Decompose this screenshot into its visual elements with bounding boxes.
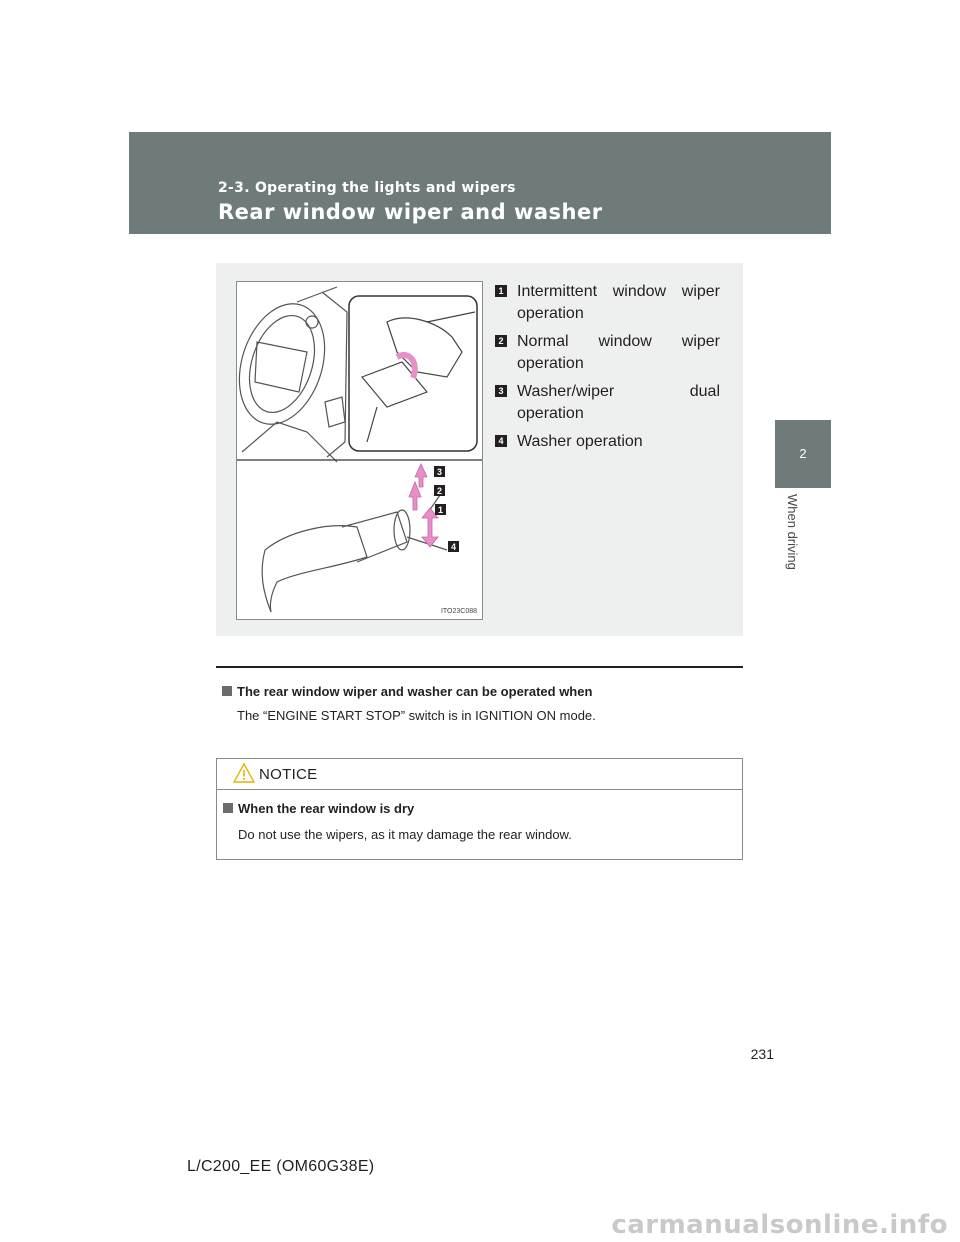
- chapter-label: When driving: [785, 494, 800, 570]
- legend-item: [495, 331, 720, 375]
- legend-text: Washer/wiper dual operation: [517, 383, 720, 422]
- page-number: 231: [750, 1046, 774, 1062]
- note-body: The “ENGINE START STOP” switch is in IGNITION ON mode.: [237, 708, 596, 723]
- callout-1: 1: [437, 505, 444, 515]
- note-heading-text: The rear window wiper and washer can be operated when: [237, 684, 593, 699]
- legend-item: [495, 381, 720, 425]
- notice-box: [216, 758, 743, 860]
- notice-heading: [223, 801, 414, 816]
- legend-item: [495, 431, 720, 453]
- illustration-panel: [216, 263, 743, 636]
- warning-triangle-icon: [233, 763, 255, 783]
- notice-heading-text: When the rear window is dry: [238, 801, 415, 816]
- callout-3: 3: [436, 467, 443, 477]
- square-bullet-icon: [222, 686, 232, 696]
- legend-item: [495, 281, 720, 325]
- callout-2: 2: [436, 486, 443, 496]
- figure-code: ITO23C088: [440, 608, 477, 615]
- chapter-tab[interactable]: [775, 420, 831, 488]
- page-title: Rear window wiper and washer: [218, 200, 603, 224]
- wiper-lever-illustration: [237, 282, 482, 619]
- square-bullet-icon: [223, 803, 233, 813]
- section-label: 2-3. Operating the lights and wipers: [218, 180, 516, 196]
- callout-4: 4: [450, 542, 457, 552]
- page-header: [129, 132, 831, 234]
- chapter-number: 2: [799, 446, 807, 461]
- legend-text: Intermittent window wiper operation: [517, 283, 720, 322]
- operation-note: [222, 684, 742, 723]
- legend-text: Normal window wiper operation: [517, 333, 720, 372]
- watermark-bar: [0, 1206, 960, 1242]
- note-heading: [222, 684, 742, 699]
- number-badge-icon: 2: [495, 335, 507, 347]
- watermark-text[interactable]: carmanualsonline.info: [611, 1210, 948, 1240]
- number-badge-icon: 1: [495, 285, 507, 297]
- footer-code: L/C200_EE (OM60G38E): [187, 1158, 375, 1175]
- legend-text: Washer operation: [517, 433, 643, 450]
- notice-header: [217, 759, 742, 790]
- section-divider: [216, 666, 743, 668]
- notice-title: NOTICE: [259, 766, 318, 783]
- number-badge-icon: 4: [495, 435, 507, 447]
- number-badge-icon: 3: [495, 385, 507, 397]
- figure-callouts: [434, 466, 459, 552]
- legend-list: [495, 281, 720, 459]
- wiper-lever-figure: [236, 281, 483, 620]
- notice-body: Do not use the wipers, as it may damage the rear window.: [238, 827, 572, 842]
